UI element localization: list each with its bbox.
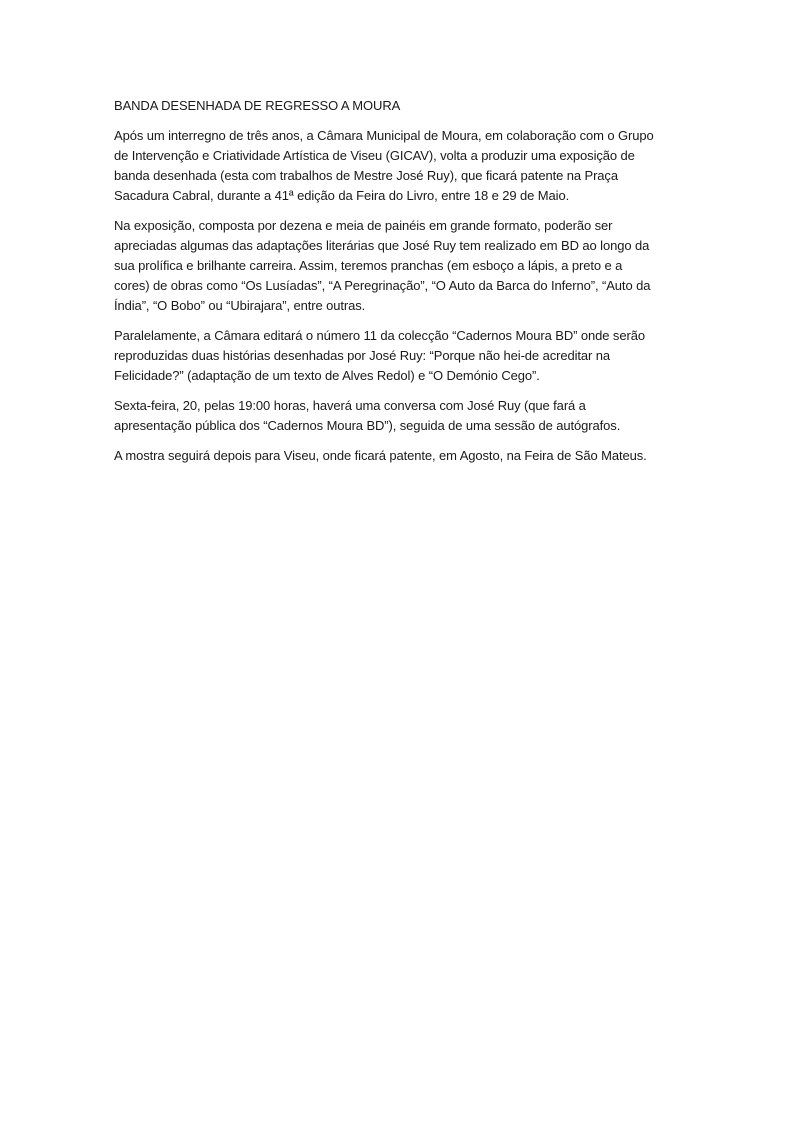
text-line: apreciadas algumas das adaptações literárias que José Ruy tem realizado em BD ao longo da [114, 238, 650, 253]
text-line: banda desenhada (esta com trabalhos de Mestre José Ruy), que ficará patente na Praça [114, 168, 618, 183]
text-line: A mostra seguirá depois para Viseu, onde ficará patente, em Agosto, na Feira de São Mateus. [114, 448, 647, 463]
text-line: Sacadura Cabral, durante a 41ª edição da Feira do Livro, entre 18 e 29 de Maio. [114, 188, 570, 203]
text-line: de Intervenção e Criatividade Artística de Viseu (GICAV), volta a produzir uma exposição de [114, 148, 635, 163]
text-line: Na exposição, composta por dezena e meia de painéis em grande formato, poderão ser [114, 218, 613, 233]
paragraph-publication [114, 326, 686, 386]
text-line: Felicidade?” (adaptação de um texto de Alves Redol) e “O Demónio Cego”. [114, 368, 540, 383]
text-line: Índia”, “O Bobo” ou “Ubirajara”, entre outras. [114, 298, 366, 313]
document-title: BANDA DESENHADA DE REGRESSO A MOURA [114, 98, 401, 113]
paragraph-intro [114, 126, 686, 206]
document-body [114, 96, 686, 476]
text-line: Sexta-feira, 20, pelas 19:00 horas, haverá uma conversa com José Ruy (que fará a [114, 398, 586, 413]
text-line: Após um interregno de três anos, a Câmara Municipal de Moura, em colaboração com o Grupo [114, 128, 654, 143]
text-line: sua prolífica e brilhante carreira. Assim, teremos pranchas (em esboço a lápis, a preto e a [114, 258, 623, 273]
text-line: Paralelamente, a Câmara editará o número 11 da colecção “Cadernos Moura BD” onde serão [114, 328, 645, 343]
text-line: cores) de obras como “Os Lusíadas”, “A Peregrinação”, “O Auto da Barca do Inferno”, “Auto da [114, 278, 651, 293]
paragraph-event [114, 396, 686, 436]
paragraph-closing [114, 446, 686, 466]
text-line: apresentação pública dos “Cadernos Moura BD”), seguida de uma sessão de autógrafos. [114, 418, 621, 433]
text-line: reproduzidas duas histórias desenhadas por José Ruy: “Porque não hei-de acreditar na [114, 348, 611, 363]
paragraph-exhibition [114, 216, 686, 316]
